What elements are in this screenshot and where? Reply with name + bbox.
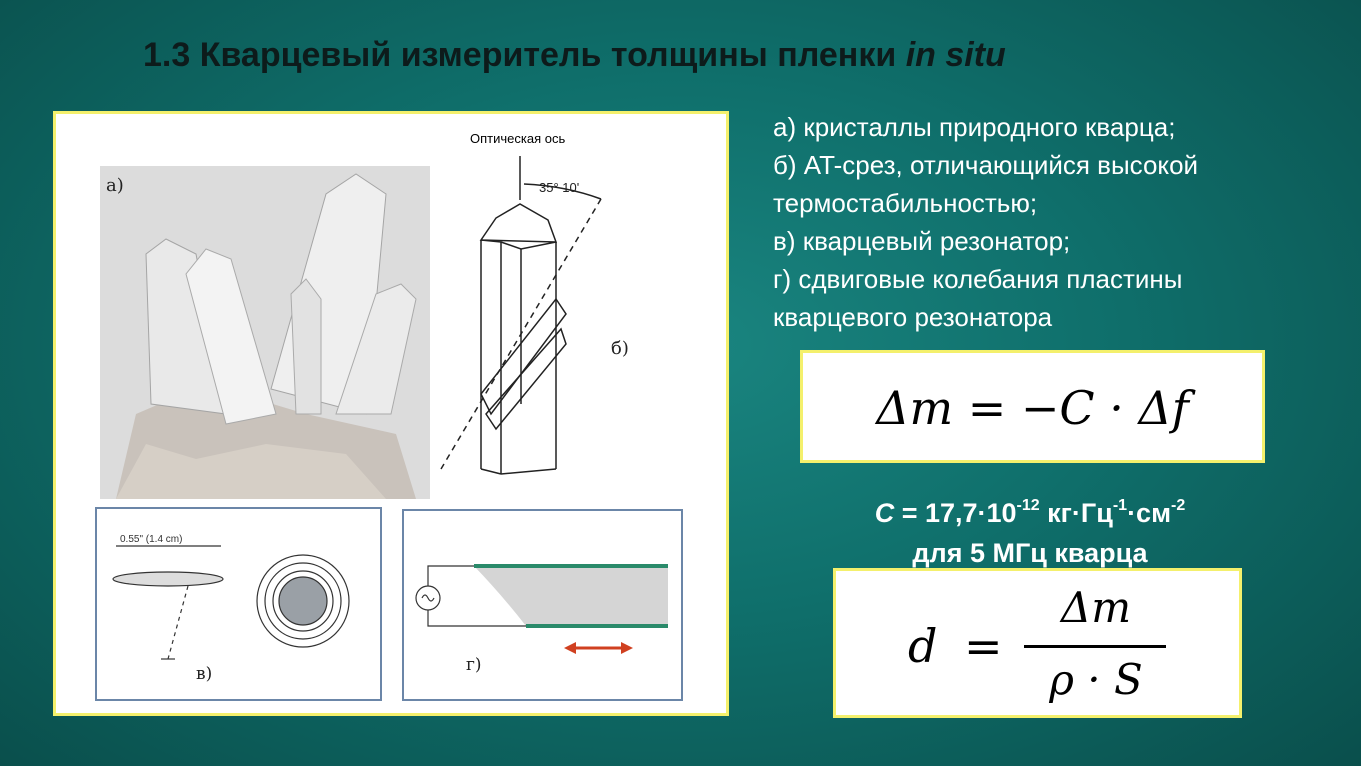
formula-denominator: ρ · S <box>1049 655 1143 704</box>
formula-delta-m: Δm = −C · Δf <box>876 381 1189 435</box>
description-line: а) кристаллы природного кварца; <box>773 112 1176 142</box>
sensitivity-constant <box>820 488 1240 573</box>
formula-equals: = <box>964 619 1003 673</box>
description-line: кварцевого резонатора <box>773 302 1053 332</box>
description-list <box>773 108 1333 336</box>
mass-frequency-formula <box>800 350 1265 463</box>
fraction-bar <box>1024 645 1166 648</box>
constant-exp2: -1 <box>1112 497 1128 514</box>
thickness-formula <box>833 568 1242 718</box>
description-line: в) кварцевый резонатор; <box>773 226 1071 256</box>
title-italic: in situ <box>905 36 1006 74</box>
slide-title <box>143 36 1006 75</box>
constant-exp1: -12 <box>1016 497 1040 514</box>
description-line: г) сдвиговые колебания пластины <box>773 264 1183 294</box>
title-text: 1.3 Кварцевый измеритель толщины пленки <box>143 36 906 74</box>
constant-line1 <box>820 488 1240 533</box>
description-line: б) AT-срез, отличающийся высокой <box>773 150 1199 180</box>
at-cut-drawing <box>441 156 601 474</box>
constant-line2: для 5 МГц кварца <box>912 538 1148 568</box>
formula-numerator: Δm <box>1060 583 1132 632</box>
panel-b-label: б) <box>611 338 629 359</box>
panel-a-label: а) <box>106 175 124 196</box>
panel-v-label: в) <box>196 664 213 684</box>
description-line: термостабильностью; <box>773 188 1038 218</box>
quartz-figure <box>53 111 729 716</box>
panel-g-label: г) <box>466 655 482 675</box>
dimension-label: 0.55" (1.4 cm) <box>120 534 183 545</box>
constant-value: = 17,7·10 <box>894 498 1017 528</box>
formula-lhs: d <box>908 619 938 673</box>
constant-unit2: ·см <box>1127 498 1172 528</box>
angle-label: 35° 10' <box>539 180 580 195</box>
quartz-crystal-image <box>100 166 430 499</box>
constant-exp3: -2 <box>1171 497 1186 514</box>
constant-unit1: кг·Гц <box>1039 498 1113 528</box>
figure-drawing <box>56 114 726 713</box>
constant-symbol: C <box>874 498 895 528</box>
optical-axis-label: Оптическая ось <box>470 131 566 146</box>
